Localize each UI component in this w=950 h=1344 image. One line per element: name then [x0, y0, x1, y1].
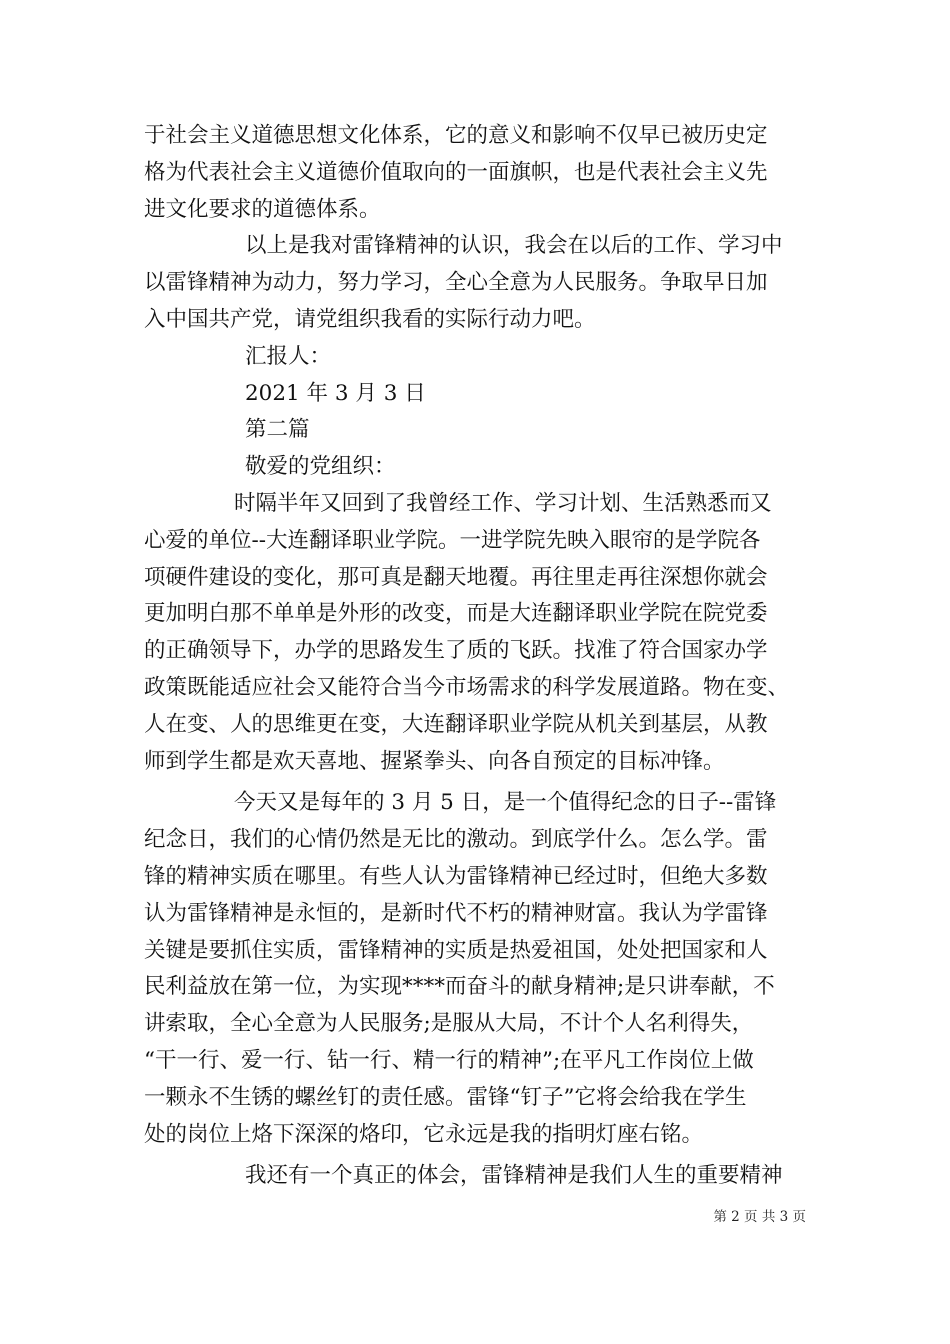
text-line: 认为雷锋精神是永恒的，是新时代不朽的精神财富。我认为学雷锋 — [144, 900, 768, 926]
text-line: 格为代表社会主义道德价值取向的一面旗帜，也是代表社会主义先 — [144, 159, 768, 185]
text-line: 处的岗位上烙下深深的烙印，它永远是我的指明灯座右铭。 — [144, 1121, 704, 1147]
text-line: 于社会主义道德思想文化体系，它的意义和影响不仅早已被历史定 — [144, 123, 768, 148]
text-line: 更加明白那不单单是外形的改变，而是大连翻译职业学院在院党委 — [144, 601, 768, 627]
text-line: 今天又是每年的 3 月 5 日，是一个值得纪念的日子--雷锋 — [234, 790, 777, 816]
salutation — [144, 449, 816, 486]
text-line: 入中国共产党，请党组织我看的实际行动力吧。 — [144, 306, 596, 332]
text-line: 时隔半年又回到了我曾经工作、学习计划、生活熟悉而又 — [234, 490, 772, 516]
text-line: 锋的精神实质在哪里。有些人认为雷锋精神已经过时，但绝大多数 — [144, 863, 768, 889]
paragraph — [144, 486, 816, 780]
text-line: 第二篇 — [245, 417, 310, 443]
text-line: 以雷锋精神为动力，努力学习，全心全意为人民服务。争取早日加 — [144, 270, 768, 296]
signature-label — [144, 339, 816, 376]
paragraph — [144, 1158, 816, 1195]
text-line: 2021 年 3 月 3 日 — [245, 380, 426, 406]
text-line: 以上是我对雷锋精神的认识，我会在以后的工作、学习中 — [245, 233, 783, 259]
section-heading — [144, 412, 816, 449]
document-body — [144, 118, 816, 1195]
page-number: 第 2 页 共 3 页 — [713, 1209, 806, 1225]
text-line: 敬爱的党组织： — [245, 454, 396, 480]
text-line: 关键是要抓住实质，雷锋精神的实质是热爱祖国，处处把国家和人 — [144, 937, 768, 963]
text-line: 的正确领导下，办学的思路发生了质的飞跃。找准了符合国家办学 — [144, 638, 768, 664]
text-line: 师到学生都是欢天喜地、握紧拳头、向各自预定的目标冲锋。 — [144, 748, 725, 774]
text-line: 进文化要求的道德体系。 — [144, 196, 381, 222]
text-line: 纪念日，我们的心情仍然是无比的激动。到底学什么。怎么学。雷 — [144, 827, 768, 853]
paragraph — [144, 118, 816, 228]
text-line: 汇报人： — [245, 343, 332, 369]
text-line: 项硬件建设的变化，那可真是翻天地覆。再往里走再往深想你就会 — [144, 564, 768, 590]
text-line: 讲索取，全心全意为人民服务;是服从大局，不计个人名利得失， — [144, 1011, 754, 1037]
text-line: 一颗永不生锈的螺丝钉的责任感。雷锋“钉子”它将会给我在学生 — [144, 1084, 747, 1110]
text-line: 心爱的单位--大连翻译职业学院。一进学院先映入眼帘的是学院各 — [144, 527, 761, 553]
date-line — [144, 376, 816, 413]
text-line: 政策既能适应社会又能符合当今市场需求的科学发展道路。物在变、 — [144, 674, 790, 700]
text-line: “干一行、爱一行、钻一行、精一行的精神”;在平凡工作岗位上做 — [144, 1047, 754, 1073]
text-line: 人在变、人的思维更在变，大连翻译职业学院从机关到基层，从教 — [144, 711, 768, 737]
text-line: 民利益放在第一位，为实现****而奋斗的献身精神;是只讲奉献，不 — [144, 974, 775, 1000]
paragraph — [144, 228, 816, 338]
text-line: 我还有一个真正的体会，雷锋精神是我们人生的重要精神 — [245, 1163, 783, 1189]
paragraph — [144, 785, 816, 1153]
